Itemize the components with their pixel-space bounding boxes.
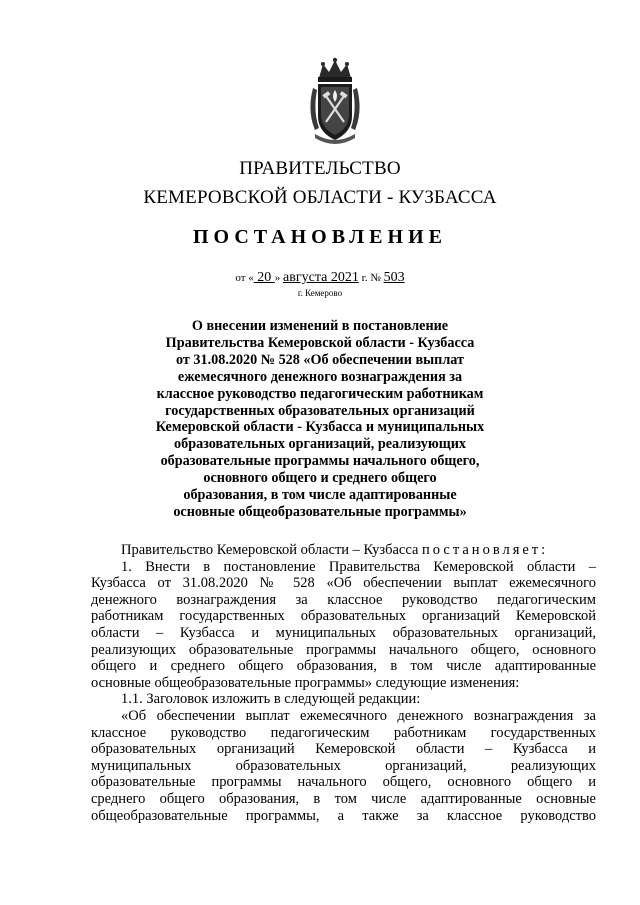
kemerovo-coat-of-arms-icon [305, 56, 365, 146]
document-number: 503 [383, 270, 405, 285]
title-line: классное руководство педагогическим работникам [156, 385, 484, 402]
title-line: Правительства Кемеровской области - Кузбасса [165, 334, 475, 351]
body-line: общеобразовательные программы, а также за классное руководство [91, 807, 596, 824]
government-name-line1: ПРАВИТЕЛЬСТВО [239, 158, 401, 179]
document-body [91, 542, 596, 824]
body-line: образовательные программы начального общего, основного общего и [91, 774, 596, 791]
document-type-heading: ПОСТАНОВЛЕНИЕ [193, 226, 447, 248]
title-line: основного общего и среднего общего [203, 470, 437, 487]
body-line: реализующих образовательные программы начального общего, основного [91, 641, 596, 658]
title-line: государственных образовательных организаций [165, 402, 475, 419]
title-line: от 31.08.2020 № 528 «Об обеспечении выплат [175, 351, 465, 368]
body-line: Кузбасса от 31.08.2020 № 528 «Об обеспечении выплат ежемесячного [91, 575, 596, 592]
intro-prefix: Правительство Кемеровской области – Кузбасса [121, 542, 423, 558]
document-city: г. Кемерово [297, 288, 343, 298]
title-line: образования, в том числе адаптированные [183, 487, 457, 504]
body-line: среднего общего образования, в том числе адаптированные основные [91, 790, 596, 807]
body-line: классное руководство педагогическим работникам государственных [91, 724, 596, 741]
body-line: 1. Внести в постановление Правительства Кемеровской области – [121, 558, 596, 575]
body-line: муниципальных образовательных организаций, реализующих [91, 757, 596, 774]
body-line: общего и среднего общего образования, в том числе адаптированные [91, 658, 596, 675]
document-dateline [0, 270, 640, 286]
intro-paragraph [91, 542, 596, 559]
title-line: основные общеобразовательные программы» [173, 503, 467, 520]
date-year-suffix: г. № [358, 272, 384, 284]
body-lines [91, 559, 596, 825]
date-mid: » [274, 272, 284, 284]
title-line: образовательных организаций, реализующих [174, 436, 466, 453]
body-line: «Об обеспечении выплат ежемесячного денежного вознаграждения за [121, 707, 596, 724]
title-line: образовательные программы начального общего, [160, 453, 480, 470]
body-line: денежного вознаграждения за классное руководство педагогическим [91, 591, 596, 608]
body-line: области – Кузбасса и муниципальных образовательных организаций, [91, 624, 596, 641]
body-line: основные общеобразовательные программы» следующие изменения: [91, 674, 520, 691]
government-name-line2: КЕМЕРОВСКОЙ ОБЛАСТИ - КУЗБАССА [143, 187, 497, 208]
date-prefix: от « [235, 272, 254, 284]
body-line: образовательных организаций Кемеровской области – Кузбасса и [91, 741, 596, 758]
document-title [150, 318, 490, 521]
body-line: работникам государственных образовательных организаций Кемеровской [91, 608, 596, 625]
intro-suffix: : [541, 542, 546, 558]
intro-decrees: постановляет [422, 542, 542, 558]
title-line: О внесении изменений в постановление [191, 318, 449, 334]
body-line: 1.1. Заголовок изложить в следующей редакции: [121, 691, 421, 708]
date-day: 20 [253, 270, 275, 285]
title-line: ежемесячного денежного вознаграждения за [177, 368, 463, 385]
title-line: Кемеровской области - Кузбасса и муниципальных [155, 419, 485, 436]
date-month-year: августа 2021 [283, 270, 359, 285]
